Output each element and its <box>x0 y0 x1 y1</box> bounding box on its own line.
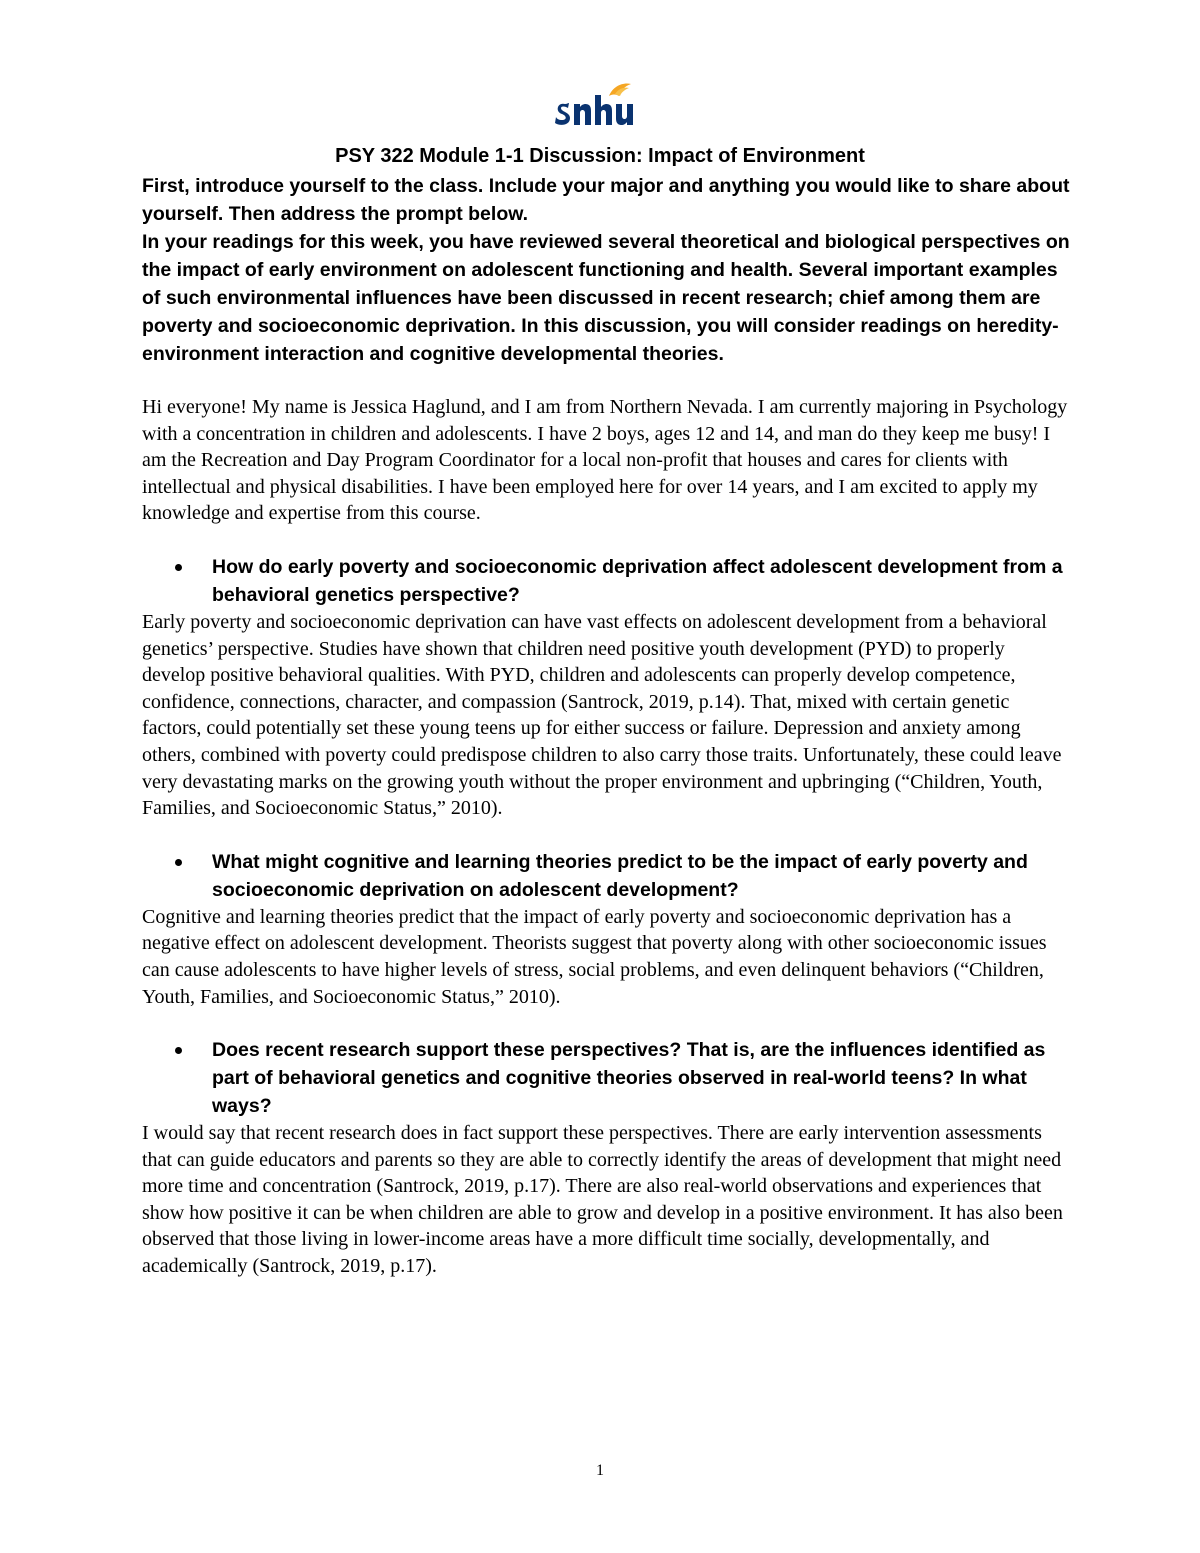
question-3 <box>142 1036 1070 1120</box>
student-introduction: Hi everyone! My name is Jessica Haglund, and I am from Northern Nevada. I am currently majoring in Psychology with a concentration in children and adolescents. I have 2 boys, ages 12 and 14, and man do they keep me busy! I am the Recreation and Day Program Coordinator for a local non-profit that houses and cares for clients with intellectual and physical disabilities. I have been employed here for over 14 years, and I am excited to apply my knowledge and expertise from this course. <box>142 396 1068 525</box>
answer-2: Cognitive and learning theories predict that the impact of early poverty and socioeconomic deprivation has a negative effect on adolescent development. Theorists suggest that poverty along with other socioeconomic issues can cause adolescents to have higher levels of stress, social problems, and even delinquent behaviors (“Children, Youth, Families, and Socioeconomic Status,” 2010). <box>142 905 1047 1008</box>
question-text: Does recent research support these perspectives? That is, are the influences identified as part of behavioral genetics and cognitive theories observed in real-world teens? In what ways? <box>212 1039 1046 1118</box>
bullet-icon <box>175 1047 182 1054</box>
prompt-main: In your readings for this week, you have reviewed several theoretical and biological perspectives on the impact of early environment on adolescent functioning and health. Several important examples of such environmental influences have been discussed in recent research; chief among them are poverty and socioeconomic deprivation. In this discussion, you will consider readings on heredity-environment interaction and cognitive developmental theories. <box>142 231 1070 365</box>
page-title: PSY 322 Module 1-1 Discussion: Impact of Environment <box>335 145 865 167</box>
question-1 <box>142 553 1070 609</box>
snhu-logo-mark <box>553 82 643 132</box>
answer-1: Early poverty and socioeconomic deprivation can have vast effects on adolescent development from a behavioral genetics’ perspective. Studies have shown that children need positive youth development (PYD) to properly develop positive behavioral qualities. With PYD, children and adolescents can properly develop competence, confidence, connections, character, and compassion (Santrock, 2019, p.14). That, mixed with certain genetic factors, could potentially set these young teens up for either success or failure. Depression and anxiety among others, combined with poverty could predispose children to also carry those traits. Unfortunately, these could leave very devastating marks on the growing youth without the proper environment and upbringing (“Children, Youth, Families, and Socioeconomic Status,” 2010). <box>142 610 1062 820</box>
question-text: How do early poverty and socioeconomic deprivation affect adolescent development from a behavioral genetics perspective? <box>212 555 1063 606</box>
answer-3: I would say that recent research does in fact support these perspectives. There are early intervention assessments that can guide educators and parents so they are able to correctly identify the areas of development that might need more time and concentration (Santrock, 2019, p.17). There are also real-world observations and experiences that show how positive it can be when children are able to grow and develop in a positive environment. It has also been observed that those living in lower-income areas have a more difficult time socially, developmentally, and academically (Santrock, 2019, p.17). <box>142 1122 1063 1278</box>
question-text: What might cognitive and learning theories predict to be the impact of early poverty and socioeconomic deprivation on adolescent development? <box>212 850 1028 901</box>
page-number: 1 <box>596 1462 604 1479</box>
bullet-icon <box>175 859 182 866</box>
question-2 <box>142 848 1070 904</box>
prompt-intro: First, introduce yourself to the class. Include your major and anything you would like to share about yourself. Then address the prompt below. <box>142 175 1070 225</box>
snhu-logo <box>553 82 643 132</box>
document-body <box>142 172 1070 1280</box>
bullet-icon <box>175 564 182 571</box>
